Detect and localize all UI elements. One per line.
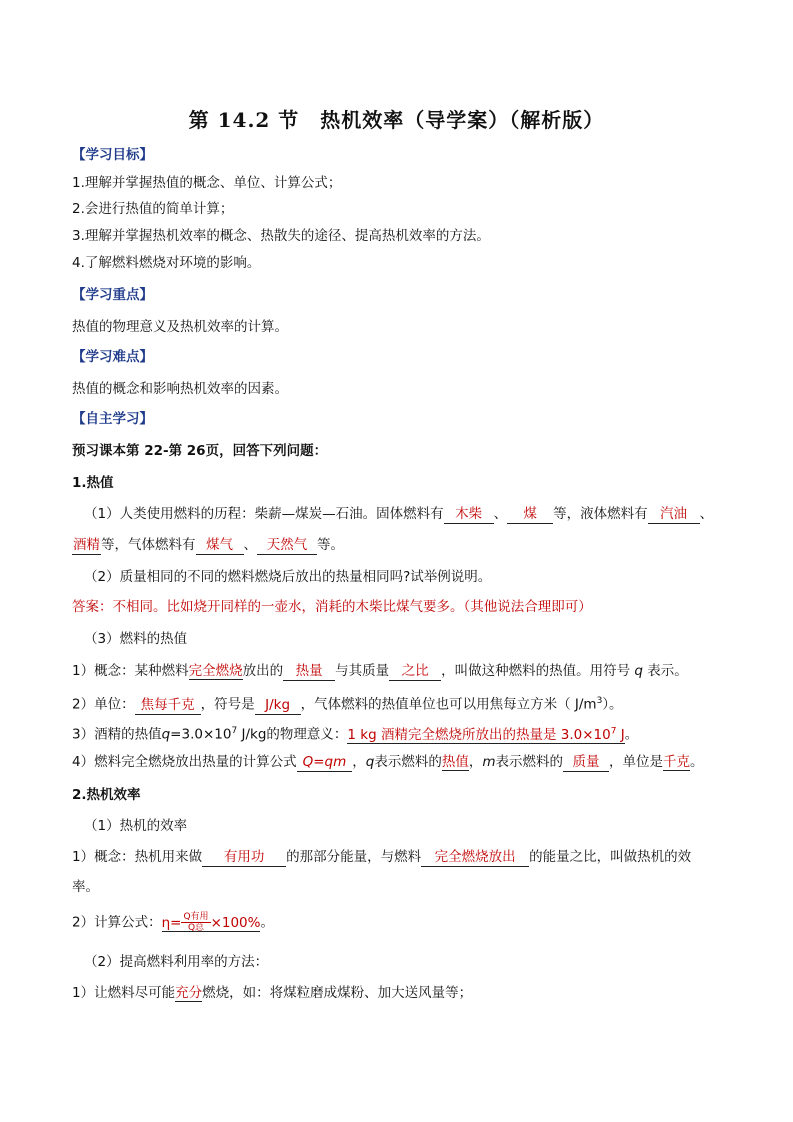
blank-alcohol: 酒精 [73, 537, 100, 553]
improve-item: 1）让燃料尽可能充分燃烧，如：将煤粒磨成煤粉、加大送风量等； [72, 985, 473, 1001]
formula-line: 4）燃料完全燃烧放出热量的计算公式 Q=qm ，q表示燃料的热值，m表示燃料的 质量 ，单位是千克。 [72, 754, 704, 770]
goal-item: 4.了解燃料燃烧对环境的影响。 [72, 255, 261, 271]
blank-useful-work: 有用功 [202, 848, 286, 867]
efficiency-sub: （1）热机的效率 [84, 818, 188, 834]
blank-complete-release: 完全燃烧放出 [421, 848, 529, 867]
blank-heat: 热量 [283, 662, 335, 681]
formula-fraction: $\frac{\text{Q有用}}{\text{Q总}}$ [183, 912, 209, 933]
efficiency-formula: 2）计算公式：η= $\frac{\text{Q有用}}{\text{Q总}}$ ×100%。 [72, 912, 274, 933]
improve-heading: （2）提高燃料利用率的方法： [84, 954, 269, 970]
key-heading: 【学习重点】 [72, 287, 153, 303]
blank-complete-combustion: 完全燃烧 [188, 663, 243, 679]
difficulty-text: 热值的概念和影响热机效率的因素。 [72, 381, 288, 397]
blank-fully: 充分 [175, 985, 203, 1001]
blank-coal-gas: 煤气 [196, 536, 244, 555]
question-heat-value: （3）燃料的热值 [84, 631, 188, 647]
efficiency-concept: 1）概念：热机用来做 有用功 的那部分能量，与燃料 完全燃烧放出 的能量之比，叫做热机的效 [72, 849, 692, 865]
blank-ratio: 之比 [389, 662, 441, 681]
difficulty-heading: 【学习难点】 [72, 349, 153, 365]
blank-coal: 煤 [507, 505, 553, 524]
question-same-mass: （2）质量相同的不同的燃料燃烧后放出的热量相同吗?试举例说明。 [84, 569, 492, 585]
efficiency-concept-cont: 率。 [72, 879, 99, 895]
blank-formula: Q=qm [297, 753, 353, 772]
self-study-heading: 【自主学习】 [72, 411, 153, 427]
goal-item: 3.理解并掌握热机效率的概念、热散失的途径、提高热机效率的方法。 [72, 228, 490, 244]
question-fuels: （1）人类使用燃料的历程：柴薪—煤炭—石油。固体燃料有 木柴 、 煤 等，液体燃料有 汽油 、 [84, 506, 714, 522]
blank-gasoline: 汽油 [648, 505, 700, 524]
goal-item: 1.理解并掌握热值的概念、单位、计算公式； [72, 175, 342, 191]
section-efficiency: 2.热机效率 [72, 787, 141, 803]
question-fuels-cont: 酒精等，气体燃料有 煤气 、 天然气 等。 [73, 537, 344, 553]
blank-wood: 木柴 [444, 505, 494, 524]
blank-heat-value: 热值 [441, 754, 469, 770]
section-heat-value: 1.热值 [72, 475, 114, 491]
blank-kilogram: 千克 [663, 754, 690, 770]
unit-line: 2）单位： 焦每千克 ，符号是 J/kg ，气体燃料的热值单位也可以用焦每立方米（ $J/m^3$）。 [72, 696, 623, 713]
blank-unit-symbol: J/kg [255, 696, 301, 715]
page-title: 第 14.2 节 热机效率（导学案）（解析版） [188, 108, 605, 132]
goals-heading: 【学习目标】 [72, 147, 153, 163]
blank-alcohol-meaning: 1 kg 酒精完全燃烧所放出的热量是 $3.0\times 10^7$ J [347, 726, 625, 743]
blank-natural-gas: 天然气 [257, 536, 317, 555]
self-study-intro: 预习课本第 22-第 26页，回答下列问题： [72, 443, 328, 459]
goal-item: 2.会进行热值的简单计算； [72, 201, 234, 217]
alcohol-line: 3）酒精的热值$q=3.0\times 10^7$ J/kg的物理意义：1 kg 酒精完全燃烧所放出的热量是 $3.0\times 10^7$ J。 [72, 726, 639, 743]
formula-efficiency: η= $\frac{\text{Q有用}}{\text{Q总}}$ ×100% [161, 912, 261, 933]
answer-same-mass: 答案：不相同。比如烧开同样的一壶水，消耗的木柴比煤气要多。（其他说法合理即可） [72, 599, 592, 615]
concept-line: 1）概念：某种燃料完全燃烧放出的 热量 与其质量 之比 ，叫做这种燃料的热值。用符号 q 表示。 [72, 663, 688, 679]
key-text: 热值的物理意义及热机效率的计算。 [72, 319, 288, 335]
blank-mass: 质量 [563, 753, 609, 772]
blank-unit: 焦每千克 [135, 696, 201, 715]
